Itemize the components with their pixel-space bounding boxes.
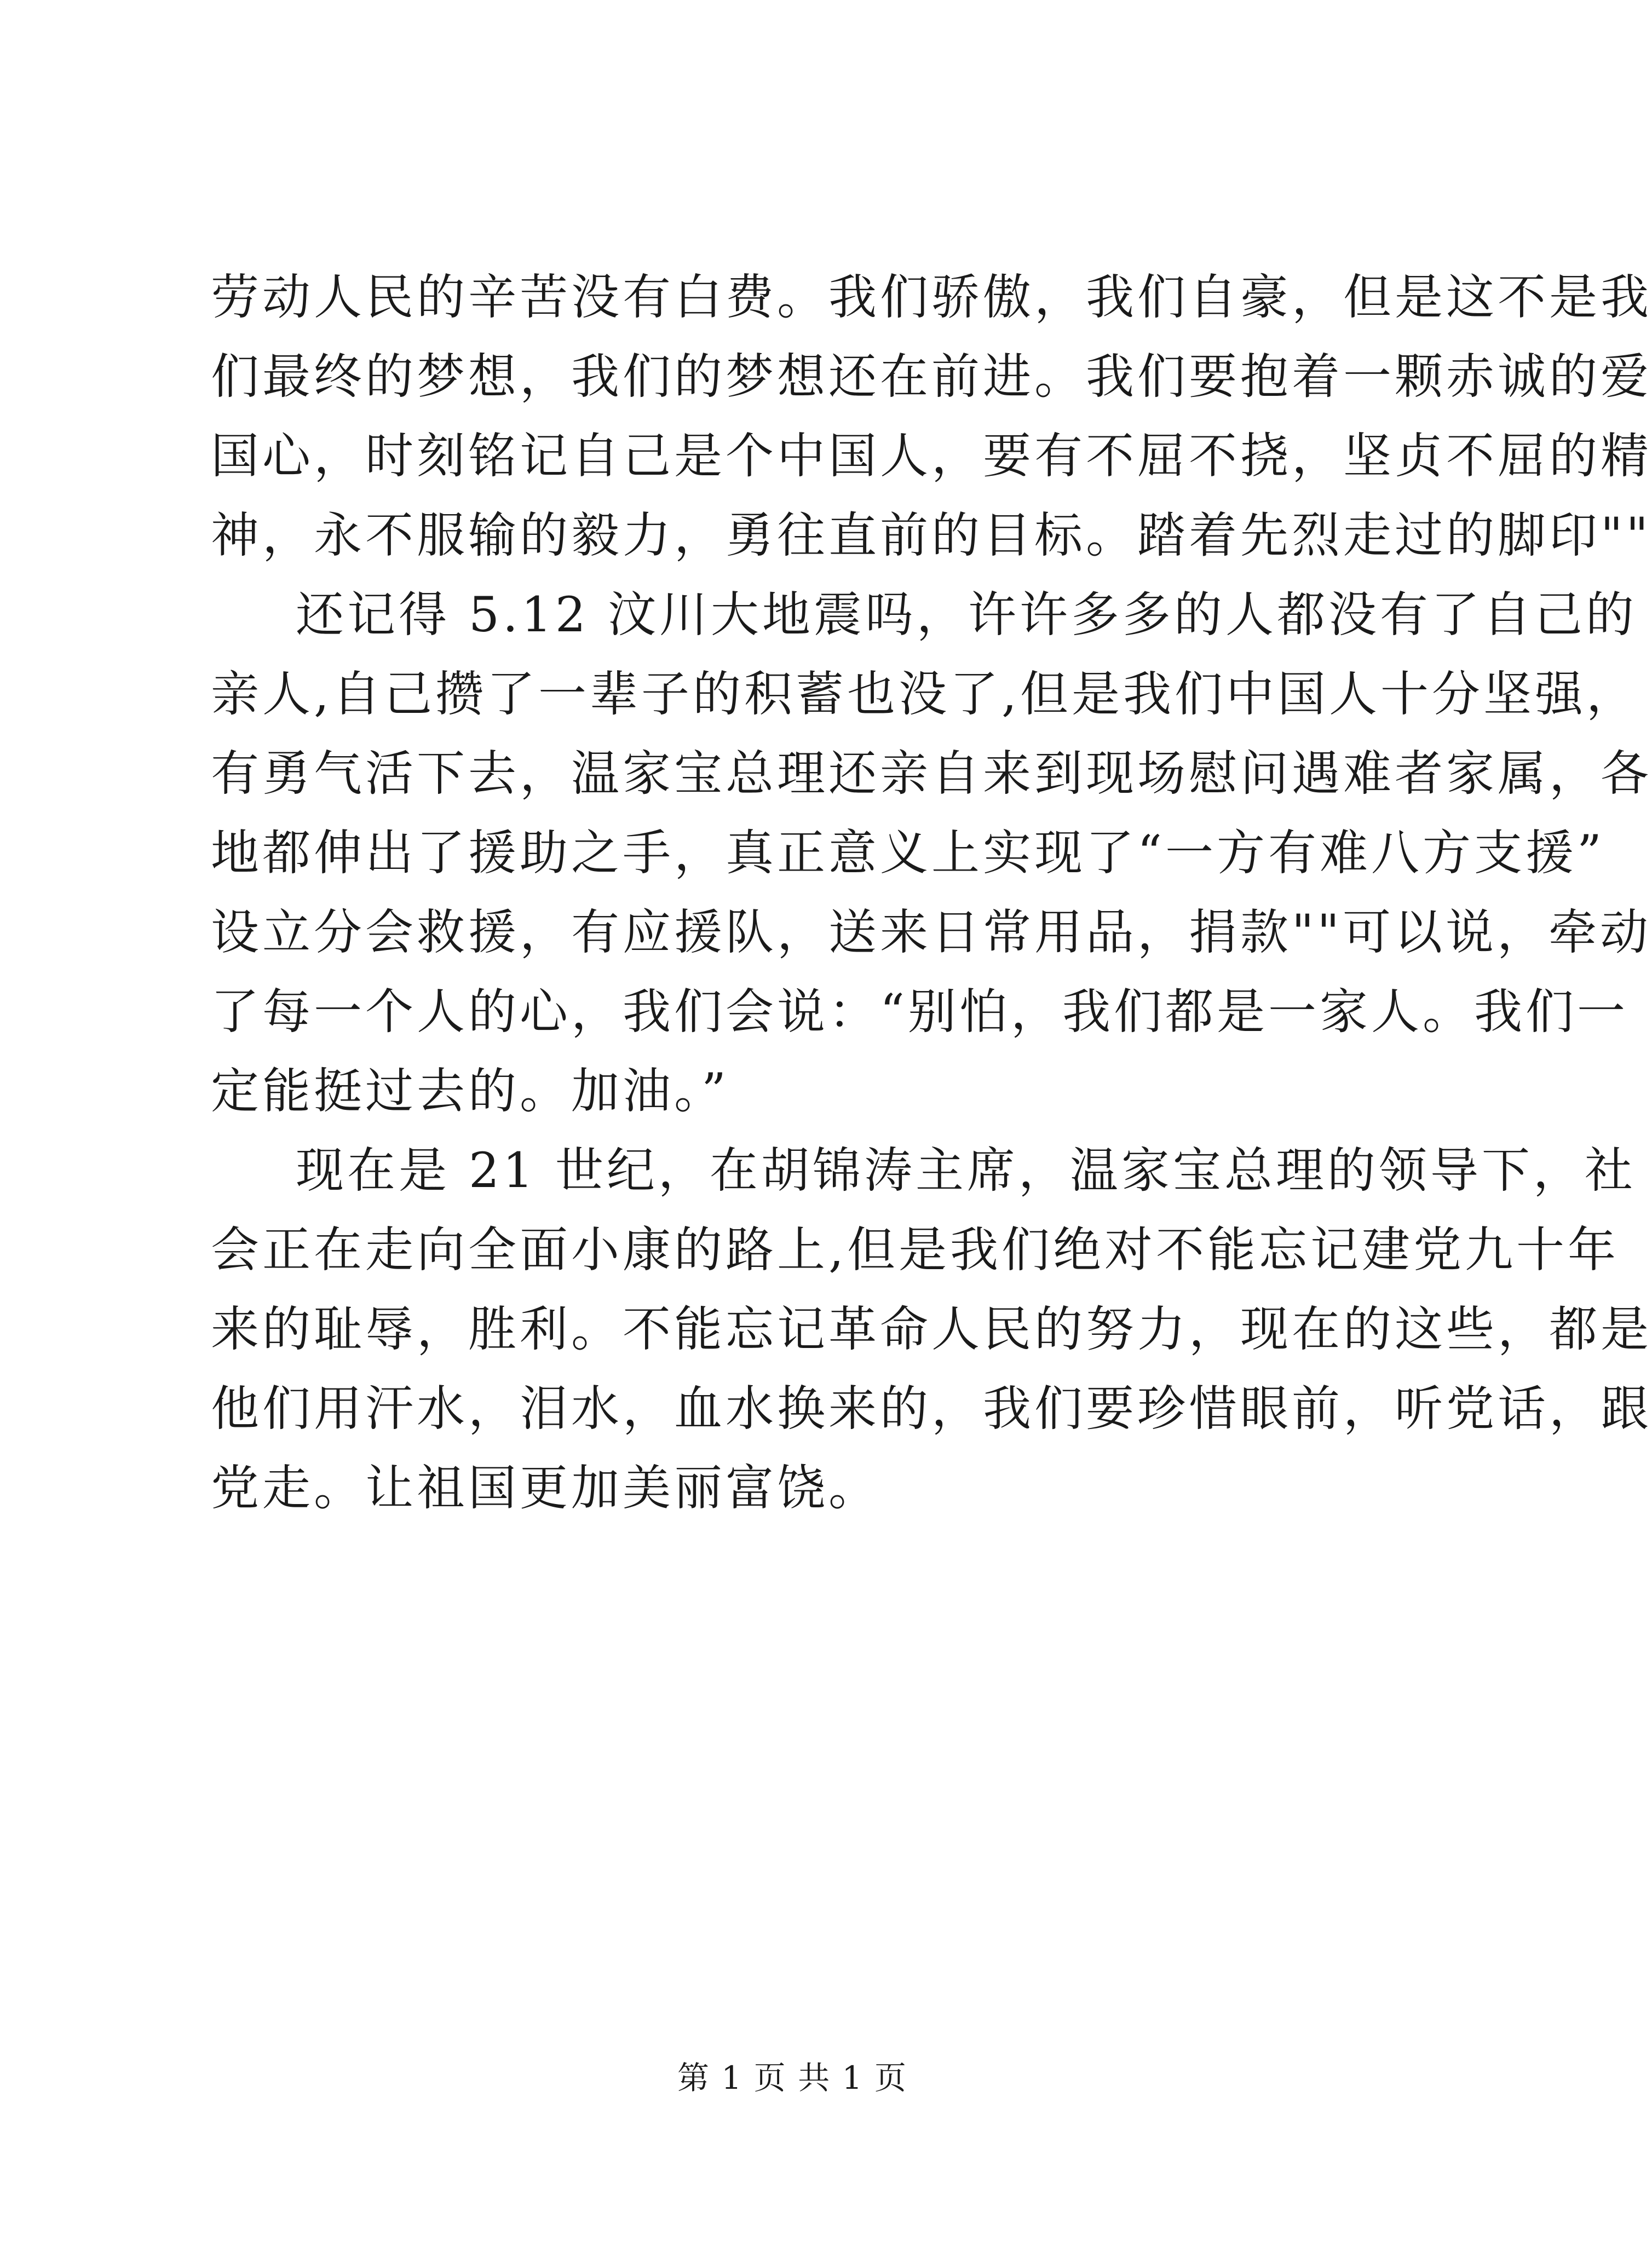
paragraph [211,1131,1652,1528]
text-line: 他们用汗水，泪水，血水换来的，我们要珍惜眼前，听党话，跟 [211,1380,1652,1437]
text-line: 现在是 21 世纪，在胡锦涛主席，温家宝总理的领导下，社 [296,1142,1636,1199]
text-line: 国心，时刻铭记自己是个中国人，要有不屈不挠，坚贞不屈的精 [211,428,1652,484]
text-line: 们最终的梦想，我们的梦想还在前进。我们要抱着一颗赤诚的爱 [211,348,1652,405]
text-line: 党走。让祖国更加美丽富饶。 [211,1460,880,1516]
text-line: 亲人,自己攒了一辈子的积蓄也没了,但是我们中国人十分坚强， [211,666,1638,722]
page-number-footer: 第 1 页 共 1 页 [677,2059,907,2096]
text-line: 神，永不服输的毅力，勇往直前的目标。踏着先烈走过的脚印"" [211,507,1651,563]
document-body [211,257,1652,1528]
text-line: 来的耻辱，胜利。不能忘记革命人民的努力，现在的这些，都是 [211,1301,1652,1357]
text-line: 设立分会救援，有应援队，送来日常用品，捐款""可以说，牵动 [211,904,1651,960]
text-line: 了每一个人的心，我们会说：“别怕，我们都是一家人。我们一 [211,983,1628,1040]
text-line: 地都伸出了援助之手，真正意义上实现了“一方有难八方支援” [211,825,1605,881]
paragraph [211,257,1652,575]
paragraph [211,575,1652,1131]
text-line: 劳动人民的辛苦没有白费。我们骄傲，我们自豪，但是这不是我 [211,269,1652,325]
text-line: 定能挺过去的。加油。” [211,1063,729,1119]
text-line: 还记得 5.12 汶川大地震吗，许许多多的人都没有了自己的 [296,586,1637,643]
text-line: 会正在走向全面小康的路上,但是我们绝对不能忘记建党九十年 [211,1222,1619,1278]
text-line: 有勇气活下去，温家宝总理还亲自来到现场慰问遇难者家属，各 [211,745,1652,802]
